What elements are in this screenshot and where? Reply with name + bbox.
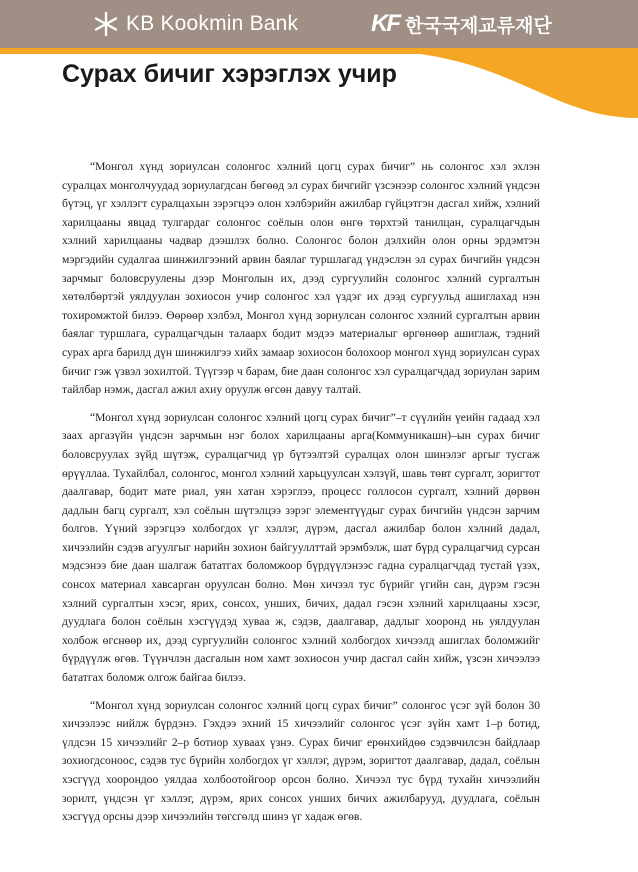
kf-logo-mark: KF bbox=[371, 10, 399, 37]
body-paragraph-2: “Монгол хүнд зориулсан солонгос хэлний цогц сурах бичиг”–т сүүлийн үеийн гадаад хэл заах аргазүйн үндсэн зарчмын нэг болох харилцааны арга(Коммуникашн)–ын сурах бичиг боловсруулах зүйд шүтэж, суралцагчид үр бүтээлтэй суралцах олон шинэлэг аргыг тусгаж өрүүллаа. Тухайлбал, солонгос, монгол хэлний харьцуулсан хэлзүй, шавь төвт сургалт, зоригтот даалгавар, бодит мате риал, уян хатан хэрэглээ, процесс голлосон сургалт, хэлний дөрвөн дадлын багц сургалт, хэл соёлын шүтэлцээ зэрэг элементүүдыг сурах бичгийн үндсэн зарчим болгов. Үүний зэрэгцээ холбогдох үг хэллэг, дүрэм, дасгал ажилбар болон хэлний дадал, хичээлийн сэдэв агуулгыг нарийн зохион байгууллттай эрэмбэлж, шат бүрд суралцагчид сурсан мэдсэнээ бие даан шалгаж бататгах боломжоор бүрдүүлэнээс гадна суралцагчдад тустай үзэх, сонсох материал хавсарган оруулсан болно. Мөн хичээл тус бүрийг үгийн сан, дүрэм гэсэн хэлний сургалтын хэсэг, ярих, сонсох, унших, бичих, дадал гэсэн хэлний харилцааны хэсэг, дуудлага болон соёлын хэсгүүдэд хуваа ж, сэдэв, даалгавар, дадлыг хооронд нь уялдуулан холбож өгснөөр их, дээд сургуулийн солонгос хэлний холбогдох хичээлд ашиглах боломжийг бүрдүүлж өгөв. Түүнчлэн дасгалын ном хамт зохиосон учир дасгал сайн хийж, үзсэн хичээлээ бататгах боломж олгож байгаа билээ. bbox=[62, 410, 540, 685]
body-text bbox=[62, 158, 540, 836]
kb-logo-text: KB Kookmin Bank bbox=[126, 12, 299, 35]
kf-logo-text: 한국국제교류재단 bbox=[405, 14, 552, 37]
page-title: Сурах бичиг хэрэглэх учир bbox=[62, 60, 397, 88]
body-paragraph-1: “Монгол хүнд зориулсан солонгос хэлний цогц сурах бичиг” нь солонгос хэл эхлэн суралцах монголчуудад зориулагдсан бөгөөд эл сурах бичгийг үзсэнээр солонгос хэлний үндсэн бүтэц, үг хэллэгт суралцахын зэрэгцээ олон хэлбэрийн ажилбар гүйцэтгэн дасгал хийж, хэлний харилцааны явцад тулгардаг солонгос соёлын олон өнгө төрхтэй танилцан, суралцагчдын хэлний харилцааны чадвар дээшлэх болно. Солонгос болон дэлхийн олон орны эрдэмтэн мэргэдийн судалгаа шинжилгээний арвин баялаг туршлагад үндэслэн эл сурах бичгийн үндсэн зарчмыг боловсруулены дээр Монголын их, дээд сургуулийн солонгос хэлний сургалтын хөтөлбөртэй уялдуулан зохиосон учир солонгос хэл үздэг их дээд сургуульд ашиглахад нэн тохиромжтой билээ. Өөрөөр хэлбэл, Монгол хүнд зориулсан солонгос хэлний сургалтын арвин баялаг туршлага, суралцагчдын талаарх бодит мэдээ материалыг өргөнөөр ашиглаж, тэдний сурах арга барилд дүн шинжилгээ хийх замаар зохиосон болохоор монгол хүнд зориулсан сурах бичиг гэж үзвэл зохилтой. Түүгээр ч барам, бие даан солонгос хэл суралцагчдад зориулан зарим тайлбар нэмж, дасгал ажил ахиу оруулж өгсөн давуу талтай. bbox=[62, 160, 540, 397]
korea-foundation-logo bbox=[371, 10, 552, 38]
body-paragraph-3: “Монгол хүнд зориулсан солонгос хэлний цогц сурах бичиг” солонгос үсэг зүй болон 30 хичээлээс нийлж бүрдэнэ. Гэхдээ эхний 15 хичээлийг солонгос үсэг зүйн хамт 1–р ботид, үлдсэн 15 хичээлийг 2–р ботиор хуваах үзнэ. Сурах бичиг ерөнхийдөө сэдэвчилсэн байдлаар зохиогдсоноос, сэдэв тус бүрийн холбогдох үг хэллэг, дүрэм, зоригтот даалгавар, дадал, соёлын хэсгүүд хоорондоо уялдаа холбоотойгоор орсон болно. Хичээл тус бүрд тухайн хичээлийн зорилт, үндсэн үг хэллэг, дүрэм, ярих сонсох унших бичих ажилбарууд, дуудлага, соёлын хэсгүүд орсны дээр хичээлийн төгсгөлд шинэ үг хадаж өгөв. bbox=[62, 698, 540, 824]
kb-kookmin-bank-logo bbox=[92, 10, 298, 38]
kb-star-icon bbox=[92, 10, 120, 38]
